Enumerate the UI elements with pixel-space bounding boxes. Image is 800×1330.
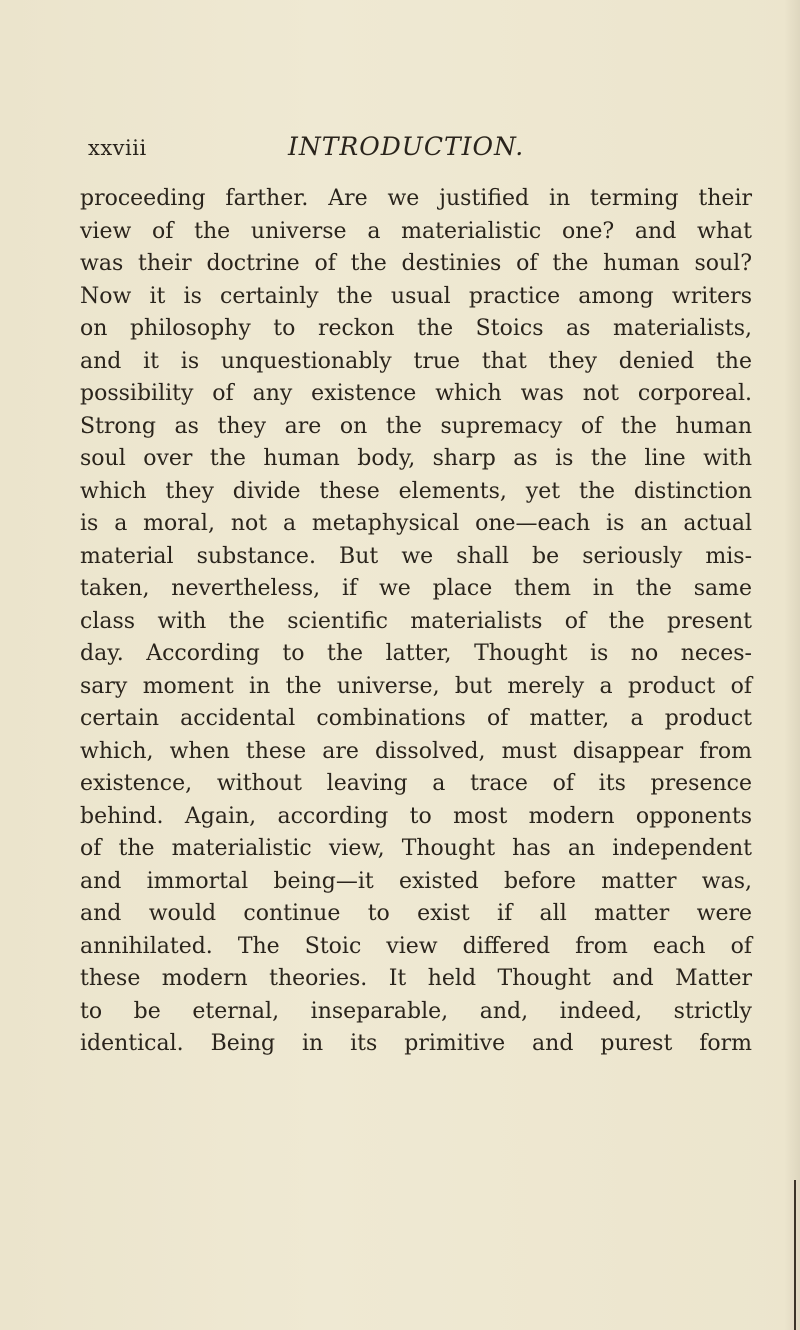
text-line: taken, nevertheless, if we place them in the same: [80, 576, 752, 601]
text-line: class with the scientific materialists of the present: [80, 608, 752, 634]
page-edge-shadow: [784, 0, 800, 1330]
text-line: Strong as they are on the supremacy of the human: [80, 413, 752, 439]
page-edge-line: [794, 1180, 796, 1330]
text-line: Now it is certainly the usual practice among writers: [80, 283, 752, 309]
text-line: existence, without leaving a trace of its presence: [80, 771, 752, 796]
text-line: proceeding farther. Are we justified in terming their: [80, 186, 752, 211]
text-line: and it is unquestionably true that they denied the: [80, 348, 752, 374]
text-line: and would continue to exist if all matter were: [80, 901, 752, 926]
page-number: xxviii: [88, 136, 147, 160]
text-line: annihilated. The Stoic view differed from each of: [80, 933, 752, 959]
text-line: material substance. But we shall be seriously mis-: [80, 543, 752, 569]
text-line: identical. Being in its primitive and purest form: [80, 1031, 752, 1056]
text-line: and immortal being—it existed before matter was,: [80, 868, 752, 894]
text-line: of the materialistic view, Thought has an independent: [80, 836, 752, 861]
text-line: certain accidental combinations of matter, a product: [80, 706, 752, 731]
text-line: soul over the human body, sharp as is the line with: [80, 446, 752, 471]
body-text: [80, 183, 752, 1061]
text-line: behind. Again, according to most modern opponents: [80, 803, 752, 829]
text-line: on philosophy to reckon the Stoics as materialists,: [80, 316, 752, 341]
text-line: which they divide these elements, yet the distinction: [80, 478, 752, 504]
page-header: [88, 132, 748, 176]
text-line: to be eternal, inseparable, and, indeed, strictly: [80, 998, 752, 1024]
text-line: is a moral, not a metaphysical one—each is an actual: [80, 511, 752, 536]
text-line: day. According to the latter, Thought is no neces-: [80, 641, 752, 666]
text-line: these modern theories. It held Thought and Matter: [80, 966, 752, 991]
text-line: sary moment in the universe, but merely a product of: [80, 673, 752, 699]
text-line: possibility of any existence which was not corporeal.: [80, 381, 752, 406]
text-line: view of the universe a materialistic one? and what: [80, 218, 752, 244]
text-line: which, when these are dissolved, must disappear from: [80, 738, 752, 764]
text-line: was their doctrine of the destinies of the human soul?: [80, 251, 752, 276]
running-head: INTRODUCTION.: [288, 132, 525, 161]
